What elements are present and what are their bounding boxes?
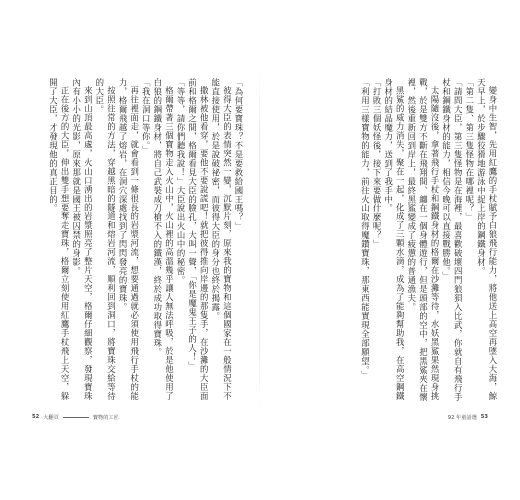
right-paragraph-7: 「利用三樣寶物的能力，前往火山取得魔鑽寶珠，那東西能實現全部願望。」 [360, 78, 371, 380]
left-paragraph-6: 「我在洞口等你。」 [141, 78, 152, 155]
right-page [260, 0, 520, 500]
left-paragraph-3: 撒林被他看穿，要他不要說謊吧！就把彼得推向岸邊的那隻手，在沙灘的大臣面前和格爾之間，格爾看見大臣的臉孔，大叫一聲，「你是魔鬼王子的人！」 [187, 78, 210, 402]
left-paragraph-9: 來到山頂最高處，火山口湧出的岩漿照亮了整片天空，格爾仔細觀察，發現寶珠內有小小的光影，原來那就是國王被囚禁的身影。 [71, 78, 94, 402]
left-paragraph-5: 格爾帶著三個寶物走入火山中，火山裡的高溫幾乎讓人無法呼吸，於是他使用了白狼的鋼鐵身材，將自己武裝成刀槍不入的鐵漢，終於成功取得寶珠。 [152, 78, 175, 402]
right-page-text [276, 78, 498, 408]
right-paragraph-2: 「第二隻、第三隻怪物在哪裡呢？」 [464, 78, 475, 222]
book-title: 大翻頁 [43, 414, 59, 421]
left-page-number: 52 [32, 414, 40, 420]
right-page-footer [448, 411, 492, 423]
right-paragraph-5: 黑鯊的威力消失，聚在一起，化成了三顆水滴，成為了能夠幫助我，在高空鋼鐵身材的結晶魔力，送到了我手中。 [383, 78, 406, 402]
right-paragraph-6: 「打敗三個妖怪後，接下來要做什麼呢？」 [372, 78, 383, 249]
series-title: 92 年童話選 [447, 414, 477, 421]
right-paragraph-1: 變身中生智，先用紅鷹的手杖賦予白狼飛行能力，將他送上高空再墜入大海，鯨天早上，於步驟狡猾地游泳中捉上岸的鋼鐵身材。 [476, 78, 498, 402]
left-page-text [16, 78, 244, 408]
left-paragraph-2: 彼得大臣的表情突然一變，沉默片刻，原來我的寶物和這個國家在一般情況下不能直接使用，於是說破祕密，而彼得大臣的身分也終於揭露。 [210, 78, 233, 402]
chapter-title: 寶物的工匠 [92, 414, 119, 421]
left-paragraph-4: 「等等，請你們聽我說！」大臣說出火山中的秘密。 [176, 78, 187, 285]
left-paragraph-1: 「為何要寶珠？不是要救給國王嗎？」 [234, 78, 244, 231]
left-paragraph-8: 按照往常的方法，穿越黑暗的隧道和熔岩河流，順利回到洞口，將寶珠交給等待的大臣。 [94, 78, 117, 402]
footer-divider [63, 417, 89, 418]
right-page-number: 53 [480, 414, 488, 420]
left-paragraph-10: 正在後方的大臣，伸出雙手想要奪走寶珠，格爾立刻使用紅鷹手杖飛上天空，躲開了大臣，才發現他的真正目的。 [48, 78, 71, 402]
right-paragraph-3: 「請問大臣，第三隻怪物是在海裡，最喜歡破壞四門狼狽入比武，你就自有飛行手杖和鋼鐵身材的能力，相信今晚可以直接戰勝他。」 [441, 78, 464, 402]
left-paragraph-7: 再往裡面走，就會看到一條很長的岩漿河流，想要通過就必須使用飛行手杖的能力，格爾飛越了熔岩，在洞穴深處找到了閃閃發亮的寶珠。 [118, 78, 140, 402]
right-paragraph-4: 太陽隨沒後，拿著飛行手杖和鋼鐵身材的格爾在沙灘等待，水妖黑鯊果然現身挑戰，於是雙方不斷在飛翔間、纏在一個身體遊行，但是頭部的空中，把黑鯊夾在懷裡，然後重新回到岸上，最終黑鯊變成了疲憊的普通漁夫。 [406, 78, 441, 402]
left-page-footer [28, 411, 119, 423]
